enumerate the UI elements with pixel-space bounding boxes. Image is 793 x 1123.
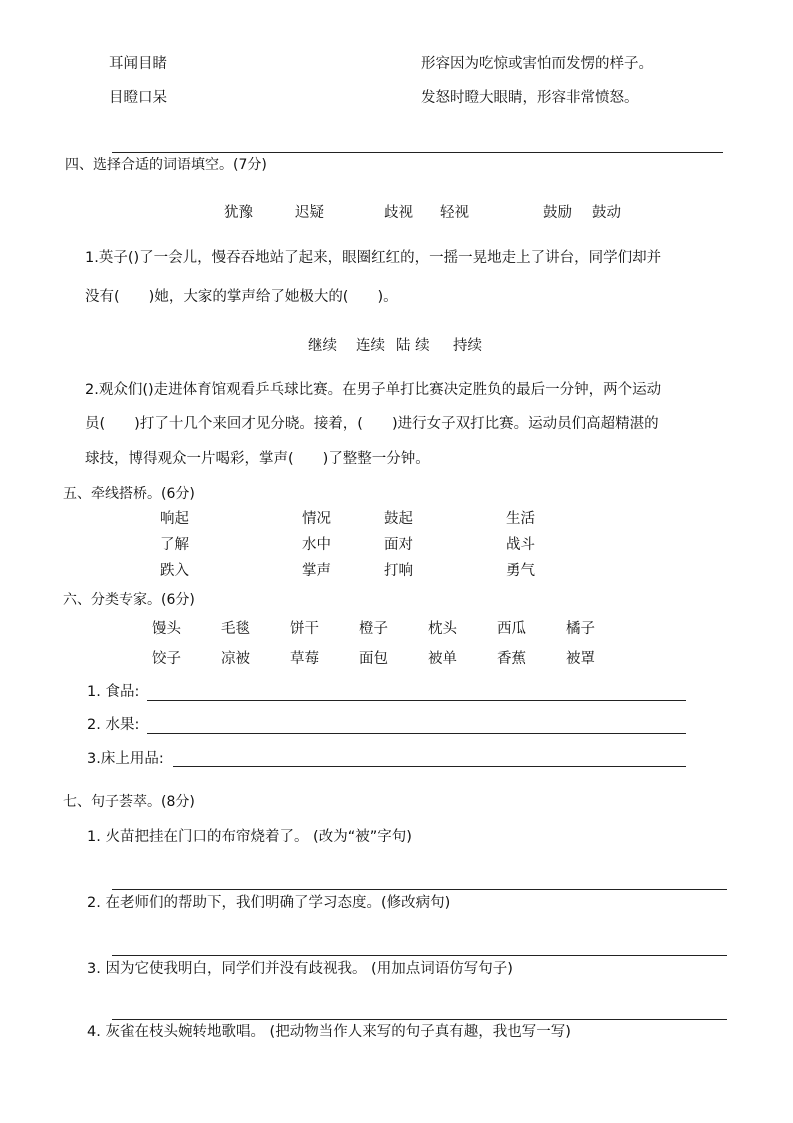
q1-word-5: 鼓励 <box>543 205 572 221</box>
q2-word-2: 连续 <box>356 338 385 354</box>
match-word: 了解 <box>160 537 189 553</box>
classify-word: 草莓 <box>290 651 319 667</box>
q1-word-2: 迟疑 <box>295 205 324 221</box>
classify-word: 枕头 <box>428 621 457 637</box>
idiom-left-1: 耳闻目睹 <box>109 56 167 72</box>
match-word: 水中 <box>302 537 331 553</box>
classify-word: 被单 <box>428 651 457 667</box>
classify-word: 香蕉 <box>497 651 526 667</box>
q2-text-line2: 员( )打了十几个来回才见分晓。接着，( )进行女子双打比赛。运动员们高超精湛的 <box>85 416 659 432</box>
classify-word: 饼干 <box>290 621 319 637</box>
q2-text-line3: 球技，博得观众一片喝彩，掌声( )了整整一分钟。 <box>85 451 430 467</box>
classify-word: 橘子 <box>566 621 595 637</box>
match-word: 响起 <box>160 511 189 527</box>
idiom-left-2: 目瞪口呆 <box>109 90 167 106</box>
classify-word: 面包 <box>359 651 388 667</box>
sentence-q4: 4. 灰雀在枝头婉转地歌唱。 (把动物当作人来写的句子真有趣，我也写一写) <box>87 1024 571 1040</box>
sentence-q3: 3. 因为它使我明白，同学们并没有歧视我。 (用加点词语仿写句子) <box>87 961 513 977</box>
match-word: 鼓起 <box>384 511 413 527</box>
classify-word: 被罩 <box>566 651 595 667</box>
sentence-q2-answer-line[interactable] <box>112 955 727 956</box>
q2-word-1: 继续 <box>308 338 337 354</box>
category-fruit-label: 2. 水果: <box>87 717 140 733</box>
classify-word: 饺子 <box>152 651 181 667</box>
section7-title: 七、句子荟萃。(8分) <box>63 794 195 810</box>
q1-text-line1: 1.英子()了一会儿，慢吞吞地站了起来，眼圈红红的，一摇一晃地走上了讲台，同学们却并 <box>85 250 662 266</box>
q2-text-line1: 2.观众们()走进体育馆观看乒乓球比赛。在男子单打比赛决定胜负的最后一分钟，两个运动 <box>85 382 662 398</box>
match-word: 面对 <box>384 537 413 553</box>
classify-word: 馒头 <box>152 621 181 637</box>
q1-word-3: 歧视 <box>384 205 413 221</box>
idiom-meaning-2: 发怒时瞪大眼睛，形容非常愤怒。 <box>421 90 639 106</box>
match-word: 战斗 <box>506 537 535 553</box>
match-word: 掌声 <box>302 563 331 579</box>
classify-word: 凉被 <box>221 651 250 667</box>
classify-word: 橙子 <box>359 621 388 637</box>
category-food-label: 1. 食品: <box>87 684 140 700</box>
classify-word: 毛毯 <box>221 621 250 637</box>
sentence-q2: 2. 在老师们的帮助下，我们明确了学习态度。(修改病句) <box>87 895 451 911</box>
sentence-q1: 1. 火苗把挂在门口的布帘烧着了。 (改为“被”字句) <box>87 829 412 845</box>
sentence-q1-answer-line[interactable] <box>112 889 727 890</box>
category-food-answer-line[interactable] <box>147 700 686 701</box>
match-word: 情况 <box>302 511 331 527</box>
match-word: 生活 <box>506 511 535 527</box>
category-bedding-answer-line[interactable] <box>173 766 686 767</box>
section4-title: 四、选择合适的词语填空。(7分) <box>65 157 267 173</box>
match-word: 勇气 <box>506 563 535 579</box>
classify-word: 西瓜 <box>497 621 526 637</box>
q1-word-4: 轻视 <box>440 205 469 221</box>
q1-word-1: 犹豫 <box>224 205 253 221</box>
q2-word-3: 陆 续 <box>396 338 430 354</box>
category-fruit-answer-line[interactable] <box>147 733 686 734</box>
q1-text-line2: 没有( )她，大家的掌声给了她极大的( )。 <box>85 289 398 305</box>
idiom-meaning-1: 形容因为吃惊或害怕而发愣的样子。 <box>421 56 653 72</box>
section6-title: 六、分类专家。(6分) <box>63 592 195 608</box>
match-word: 跌入 <box>160 563 189 579</box>
q1-word-6: 鼓动 <box>592 205 621 221</box>
category-bedding-label: 3.床上用品: <box>87 751 164 767</box>
divider-line <box>112 152 723 153</box>
match-word: 打响 <box>384 563 413 579</box>
sentence-q3-answer-line[interactable] <box>112 1019 727 1020</box>
section5-title: 五、牵线搭桥。(6分) <box>63 486 195 502</box>
q2-word-4: 持续 <box>453 338 482 354</box>
